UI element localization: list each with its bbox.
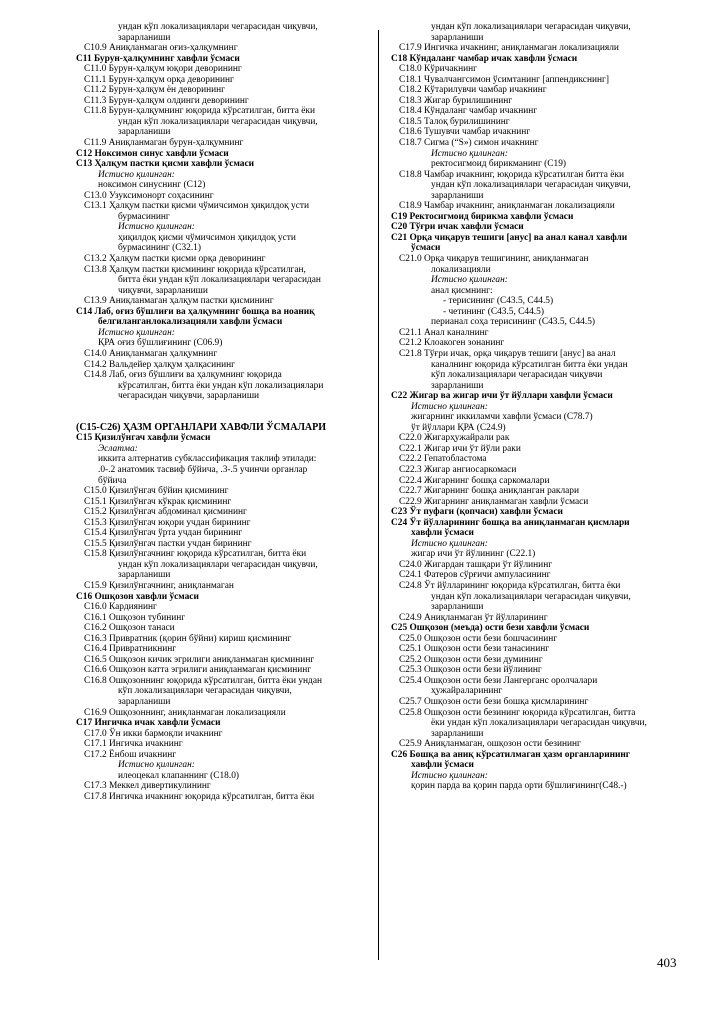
code-line: C22.1 Жигар ичи ўт йўли раки [399, 443, 521, 454]
category-heading: C13 Ҳалқум пастки қисми хавфли ўсмаси [76, 159, 255, 170]
code-line: кўп локализациялари чегарасидан чиқувчи [431, 370, 603, 381]
note-label: Истисно қилинган: [411, 538, 488, 549]
code-line: C15.8 Қизилўнгачнинг юқорида кўрсатилган, битта ёки [84, 549, 307, 560]
code-line: C15.4 Қизилўнгач ўрта учдан бирининг [84, 528, 243, 539]
code-line: C18.8 Чамбар ичакнинг, юқорида кўрсатилган битта ёки [399, 169, 624, 180]
code-line: C11.1 Бурун-ҳалқум орқа деворининг [84, 74, 234, 85]
category-heading: хавфли ўсмаси [411, 760, 474, 771]
code-line: C22.0 Жигарҳужайрали рак [399, 433, 510, 444]
code-line: C17.0 Ўн икки бармоқли ичакнинг [84, 728, 223, 739]
code-line: C25.0 Ошқозон ости бези бошчасининг [399, 633, 558, 644]
category-heading: C20 Тўғри ичак хавфли ўсмаси [391, 222, 524, 233]
right-column [391, 22, 687, 792]
code-line: C13.9 Аниқланмаган ҳалқум пастки қисмининг [84, 296, 274, 307]
code-line: C16.0 Кардиянинг [84, 602, 157, 613]
code-line: C11.8 Бурун-ҳалқумнинг юқорида кўрсатилган, битта ёки [84, 106, 315, 117]
code-line: C13.0 Узуксимонорт соҳасининг [84, 190, 214, 201]
code-line: C24.9 Аниқланмаган ўт йўлларининг [399, 612, 548, 623]
code-line: зарарланиши [431, 602, 484, 613]
category-heading: C16 Ошқозон хавфли ўсмаси [76, 591, 199, 602]
code-line: C21.1 Анал каналнинг [399, 327, 489, 338]
code-line: C25.1 Ошқозон ости бези танасининг [399, 644, 550, 655]
code-line: C25.7 Ошқозон ости бези бошқа қисмларининг [399, 697, 589, 707]
code-line: зарарланиши [431, 380, 484, 391]
code-line: чегарасидан чиқувчи, зарарланиши [118, 391, 260, 402]
code-line: C18.1 Чувалчангсимон ўсимтанинг [аппендикснинг] [399, 74, 609, 85]
code-line: анал қисмнинг: [431, 285, 493, 296]
note-label: Истисно қилинган: [431, 275, 508, 286]
note-label: Истисно қилинган: [98, 169, 175, 180]
code-line: C11.2 Бурун-ҳалқум ён деворининг [84, 85, 225, 96]
category-heading: белгиланганлокализацияли хавфли ўсмаси [98, 317, 283, 328]
category-heading: C23 Ўт пуфаги (қопчаси) хавфли ўсмаси [391, 507, 563, 518]
code-line: бўйича [98, 475, 127, 486]
code-line: C16.6 Ошқозон катта эгрилиги аниқланмаган қисмининг [84, 665, 312, 676]
category-heading: C24 Ўт йўлларининг бошқа ва аниқланмаган қисмлари [391, 517, 630, 528]
code-line: бурмасининг (C32.1) [118, 243, 201, 254]
category-heading: C26 Бошқа ва аниқ кўрсатилмаган ҳазм органларининг [391, 749, 631, 760]
code-line: ҳужайраларининг [431, 686, 503, 697]
code-line: C17.2 Ёнбош ичакнинг [84, 749, 177, 760]
code-line: C25.3 Ошқозон ости бези йўлининг [399, 665, 542, 676]
code-line: C18.6 Тушувчи чамбар ичакнинг [399, 127, 531, 138]
code-line: ҚРА оғиз бўшлиғининг (C06.9) [98, 338, 223, 349]
code-line: зарарланиши [431, 32, 484, 43]
note-label: Истисно қилинган: [431, 148, 508, 159]
code-line: .0-.2 анатомик тасвиф бўйича, .3-.5 учинчи органлар [98, 464, 308, 475]
code-line: иккита алтернатив субклассификация таклиф этилади: [98, 454, 317, 465]
code-line: C16.9 Ошқозоннинг, аниқланмаган локализацияли [84, 707, 286, 718]
category-heading: C17 Ингичка ичак хавфли ўсмаси [76, 718, 221, 729]
note-label: Истисно қилинган: [411, 401, 488, 412]
code-line: C10.9 Аниқланмаган оғиз-ҳалқумнинг [84, 43, 238, 54]
code-line: кўрсатилган, битта ёки ундан кўп локализациялари [118, 380, 324, 391]
category-heading: C12 Ноксимон синус хавфли ўсмаси [76, 148, 229, 159]
code-line: C16.1 Ошқозон тубининг [84, 612, 186, 623]
code-line: C18.9 Чамбар ичакнинг, аниқланмаган локализацияли [399, 201, 615, 212]
code-line: кўп локализациялари чегарасидан чиқувчи, [118, 686, 292, 697]
code-line: C16.4 Привратникнинг [84, 644, 177, 655]
code-line: ундан кўп локализациялари чегарасидан чиқувчи, [431, 180, 631, 191]
spacer [76, 402, 368, 413]
code-line: жигарнинг иккиламчи хавфли ўсмаси (C78.7) [411, 412, 593, 423]
category-heading: C18 Кўндаланг чамбар ичак хавфли ўсмаси [391, 53, 578, 64]
section-heading: (C15-C26) ҲАЗМ ОРГАНЛАРИ ХАВФЛИ ЎСМАЛАРИ [76, 421, 327, 433]
code-line: C24.0 Жигардан ташқари ўт йўлининг [399, 559, 553, 570]
code-line: C22.9 Жигарнинг аниқланмаган хавфли ўсмаси [399, 496, 589, 507]
code-line: зарарланиши [118, 127, 171, 138]
code-line: C24.1 Фатеров сўрғичи ампуласининг [399, 570, 551, 581]
code-line: битта ёки ундан кўп локализациялари чегарасидан [118, 275, 321, 286]
category-heading: C14 Лаб, оғиз бўшлиғи ва ҳалқумнинг бошқа ва ноаниқ [76, 306, 315, 317]
code-line: C15.9 Қизилўнгачнинг, аниқланмаган [84, 580, 234, 591]
code-line: ундан кўп локализациялари чегарасидан чиқувчи, [431, 591, 631, 602]
code-line: C18.4 Кўндаланг чамбар ичакнинг [399, 106, 538, 117]
code-line: қорин парда ва қорин парда орти бўшлиғининг(C48.-) [411, 781, 627, 792]
category-heading: C11 Бурун-ҳалқумнинг хавфли ўсмаси [76, 53, 240, 64]
code-line: C25.8 Ошқозон ости безининг юқорида кўрсатилган, битта [399, 707, 636, 718]
code-line: зарарланиши [118, 697, 171, 707]
code-line: ундан кўп локализациялари чегарасидан чиқувчи, [118, 22, 318, 32]
note-label: Истисно қилинган: [98, 327, 175, 338]
code-line: C13.8 Ҳалқум пастки қисмининг юқорида кўрсатилган, [84, 264, 306, 275]
category-heading: хавфли ўсмаси [411, 528, 474, 539]
code-line: перианал соҳа терисининг (C43.5, C44.5) [431, 317, 595, 328]
category-heading: C21 Орқа чиқарув тешиги [анус] ва анал канал хавфли [391, 232, 628, 243]
code-line: C17.8 Ингичка ичакнинг юқорида кўрсатилган, битта ёки [84, 791, 315, 802]
code-line: C13.2 Ҳалқум пастки қисми орқа деворининг [84, 254, 266, 265]
code-line: C16.3 Привратник (қорин бўйни) кириш қисмининг [84, 633, 292, 644]
page-number: 403 [657, 955, 677, 970]
category-heading: C15 Қизилўнгач хавфли ўсмаси [76, 433, 211, 444]
code-line: зарарланиши [118, 32, 171, 43]
code-line: C22.3 Жигар ангиосаркомаси [399, 464, 517, 475]
code-line: жигар ичи ўт йўлининг (C22.1) [411, 549, 536, 560]
code-line: C18.7 Сигма (“S») симон ичакнинг [399, 138, 539, 149]
note-label: Истисно қилинган: [118, 222, 195, 233]
code-line: C16.8 Ошқозоннинг юқорида кўрсатилган, битта ёки ундан [84, 675, 323, 686]
code-line: зарарланиши [431, 190, 484, 201]
category-heading: C22 Жигар ва жигар ичи ўт йўллари хавфли ўсмаси [391, 391, 613, 402]
code-line: C18.5 Талоқ бурилишининг [399, 116, 510, 127]
code-line: ёки ундан кўп локализациялари чегарасидан чиқувчи, [431, 718, 647, 729]
code-line: C17.1 Ингичка ичакнинг [84, 739, 183, 750]
code-line: ундан кўп локализациялари чегарасидан чиқувчи, [118, 559, 318, 570]
code-line: C22.7 Жигарнинг бошқа аниқланган раклари [399, 486, 580, 497]
code-line: ундан кўп локализациялари чегарасидан чиқувчи, [431, 22, 631, 32]
code-line: каналнинг юқорида кўрсатилган битта ёки ундан [431, 359, 628, 370]
code-line: C18.3 Жигар бурилишининг [399, 95, 513, 106]
code-line: C18.2 Кўтарилувчи чамбар ичакнинг [399, 85, 547, 96]
code-line: бурмасининг [118, 211, 170, 222]
code-line: C21.8 Тўғри ичак, орқа чиқарув тешиги [анус] ва анал [399, 348, 616, 359]
code-line: C16.5 Ошқозон кичик эгрилиги аниқланмаган қисмининг [84, 654, 315, 665]
code-line: C21.0 Орқа чиқарув тешигининг, аниқланмаган [399, 254, 589, 265]
column-divider [378, 30, 379, 960]
code-line: C15.3 Қизилўнгач юқори учдан бирининг [84, 517, 251, 528]
code-line: - четининг (C43.5, C44.5) [443, 306, 544, 317]
code-line: C13.1 Ҳалқум пастки қисми чўмичсимон ҳиқилдоқ усти [84, 201, 309, 212]
code-line: C22.4 Жигарнинг бошқа саркомалари [399, 475, 550, 486]
note-label: Истисно қилинган: [411, 770, 488, 781]
code-line: ундан кўп локализациялари чегарасидан чиқувчи, [118, 116, 318, 127]
code-line: C11.3 Бурун-ҳалқум олдинги деворининг [84, 95, 249, 106]
code-line: C15.0 Қизилўнгач бўйин қисмининг [84, 486, 229, 497]
left-column [76, 22, 368, 802]
code-line: чиқувчи, зарарланиши [118, 285, 208, 296]
code-line: C14.0 Аниқланмаган ҳалқумнинг [84, 348, 218, 359]
note-label: Эслатма: [98, 443, 138, 454]
code-line: C17.3 Меккел дивертикулининг [84, 781, 211, 792]
code-line: C15.5 Қизилўнгач пастки учдан бирининг [84, 538, 252, 549]
code-line: C22.2 Гепатобластома [399, 454, 487, 465]
code-line: зарарланиши [431, 728, 484, 739]
code-line: C24.8 Ўт йўлларининг юқорида кўрсатилган, битта ёки [399, 580, 621, 591]
code-line: C11.0 Бурун-ҳалқум юқори деворининг [84, 64, 242, 75]
code-line: ўт йўллари ҚРА (C24.9) [411, 422, 506, 433]
code-line: локализацияли [431, 264, 491, 275]
code-line: C14.8 Лаб, оғиз бўшлиғи ва ҳалқумнинг юқорида [84, 370, 282, 381]
category-heading: C19 Ректосигмоид бирикма хавфли ўсмаси [391, 211, 574, 222]
code-line: C11.9 Аниқланмаган бурун-ҳалқумнинг [84, 138, 244, 149]
category-heading: C25 Ошқозон (меъда) ости бези хавфли ўсмаси [391, 623, 590, 634]
code-line: илеоцекал клапаннинг (C18.0) [118, 770, 240, 781]
code-line: C17.9 Ингичка ичакнинг, аниқланмаган локализацияли [399, 43, 619, 54]
code-line: C14.2 Вальдейер ҳалқум ҳалқасининг [84, 359, 235, 370]
code-line: ректосигмоид бирикманинг (C19) [431, 159, 567, 170]
category-heading: ўсмаси [411, 243, 441, 254]
code-line: C25.9 Аниқланмаган, ошқозон ости безининг [399, 739, 581, 750]
code-line: C16.2 Ошқозон танаси [84, 623, 175, 634]
code-line: - терисининг (C43.5, C44.5) [443, 296, 554, 307]
code-line: C21.2 Клоакоген зонанинг [399, 338, 505, 349]
code-line: C18.0 Кўричакнинг [399, 64, 477, 75]
code-line: зарарланиши [118, 570, 171, 581]
code-line: C25.2 Ошқозон ости бези думининг [399, 654, 543, 665]
code-line: C25.4 Ошқозон ости бези Лангерганс оролчалари [399, 675, 598, 686]
code-line: ноксимон синуснинг (C12) [98, 180, 206, 191]
note-label: Истисно қилинган: [118, 760, 195, 771]
code-line: ҳиқилдоқ қисми чўмичсимон ҳиқилдоқ усти [118, 232, 296, 243]
code-line: C15.1 Қизилўнгач кўкрак қисмининг [84, 496, 232, 507]
code-line: C15.2 Қизилўнгач абдоминал қисмининг [84, 507, 247, 518]
